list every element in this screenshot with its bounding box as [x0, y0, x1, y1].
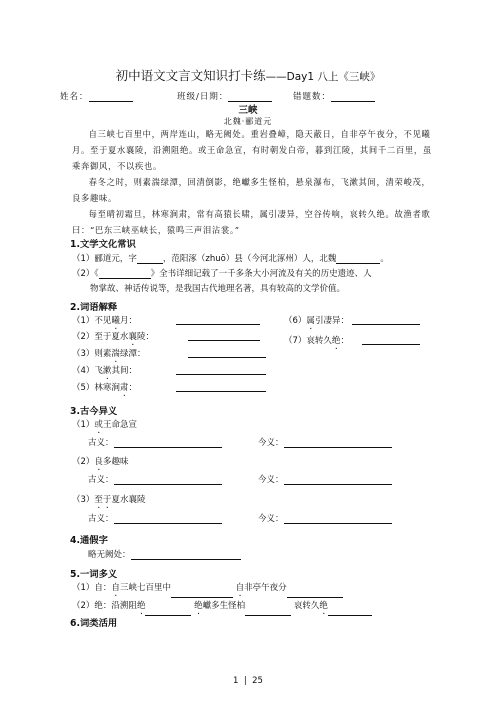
s2-item-5-key: 肃	[119, 383, 129, 393]
s2-item-7-key: 绝	[331, 336, 341, 346]
s4-item	[88, 548, 241, 560]
name-blank[interactable]	[89, 91, 133, 102]
s2-item-2-post: 陵：	[136, 332, 154, 342]
ancient-label: 古义：	[88, 475, 114, 485]
s2-item-6-post: 引凄异：	[314, 316, 349, 326]
s2-item-4-blank[interactable]	[176, 365, 266, 375]
text-title: 三峡	[238, 105, 258, 116]
s3-item-2-ancient-blank[interactable]	[114, 474, 222, 485]
s1-q2-text-b: 》全书详细记载了一千多条大小河流及有关的历史遗迹、人	[150, 269, 372, 279]
s5-r2-a-pre: 沿溯阻	[111, 601, 137, 611]
page-footer	[0, 676, 496, 686]
s2-item-5-blank[interactable]	[176, 382, 266, 392]
s2-item-3-post: 绿潭：	[119, 349, 146, 359]
s3-item-1-pre: （1）	[72, 420, 95, 430]
s3-item-3-post: 夏水襄陵	[111, 495, 146, 505]
s2-item-7	[284, 334, 349, 351]
s3-item-3-ancient-blank[interactable]	[114, 513, 222, 524]
s3-item-3-ancient	[88, 512, 222, 524]
s1-question-1	[72, 252, 389, 264]
errors-label: 错题数：	[293, 92, 332, 102]
s2-item-1-post: 月：	[119, 316, 137, 326]
s2-item-5	[72, 381, 137, 398]
s1-q1-blank-1[interactable]	[137, 253, 163, 264]
s2-item-4-post: 其间：	[111, 366, 137, 376]
s2-item-7-pre: （7）哀转久	[284, 336, 332, 346]
s2-item-1	[72, 314, 137, 331]
modern-label: 今义：	[258, 514, 284, 524]
s5-r2-a-blank[interactable]	[145, 605, 191, 616]
s2-item-2-blank[interactable]	[188, 331, 260, 341]
s3-item-2-post: 多趣味	[102, 457, 129, 467]
s2-item-3	[72, 347, 145, 364]
s5-r2-b-key: 绝	[194, 601, 203, 611]
s2-item-7-post: ：	[340, 336, 349, 346]
ancient-label: 古义：	[88, 438, 114, 448]
s3-item-1-key: 或	[94, 420, 103, 430]
s5-r1-b-post: 非亭午夜分	[244, 583, 287, 593]
s1-q1-blank-2[interactable]	[336, 253, 380, 264]
s5-r2-c-blank[interactable]	[328, 605, 372, 616]
section-3-heading: 3.古今异义	[70, 406, 118, 417]
s2-item-5-pre: （5）林寒涧	[72, 383, 120, 393]
s1-question-2-cont: 物掌故、神话传说等，是我国古代地理名著，具有较高的文学价值。	[90, 284, 346, 294]
s1-question-2	[72, 267, 372, 279]
section-2-heading: 2.词语解释	[70, 302, 118, 313]
page-separator: |	[243, 676, 247, 686]
modern-label: 今义：	[258, 475, 284, 485]
modern-label: 今义：	[258, 438, 284, 448]
s2-item-6-blank[interactable]	[352, 315, 420, 325]
s2-item-7-blank[interactable]	[362, 335, 420, 345]
s3-item-2-modern-blank[interactable]	[284, 474, 392, 485]
s2-item-6	[284, 314, 349, 331]
s3-item-2	[72, 455, 128, 472]
s3-item-3-modern	[258, 512, 392, 524]
s5-r1-a-blank[interactable]	[171, 587, 233, 598]
page-total: 25	[252, 676, 263, 686]
s2-item-6-pre: （6）	[284, 316, 307, 326]
s3-item-1-ancient	[88, 436, 222, 448]
s5-r1-b-blank[interactable]	[287, 587, 343, 598]
s3-item-1-post: 王命急宣	[102, 420, 137, 430]
s1-q1-text-b: ，范阳涿（zhuō）县（今河北涿州）人，北魏	[162, 254, 337, 264]
name-field	[60, 90, 133, 102]
section-1-heading: 1.文学文化常识	[70, 239, 136, 250]
s3-item-3	[72, 493, 145, 510]
s5-r2-c-key: 绝	[319, 601, 328, 611]
title-sub: ——Day1 八上《三峡》	[265, 71, 381, 83]
s5-r2-label: （2）绝：	[72, 601, 112, 611]
text-author: 北魏·郦道元	[223, 117, 273, 126]
paragraph-3: 每至晴初霜旦，林寒涧肃，常有高猿长啸，属引凄异，空谷传响，哀转久绝。故渔者歌曰：“巴东三峡巫峡长，猿鸣三声泪沾裳。”	[72, 209, 431, 235]
name-label: 姓名：	[60, 92, 89, 102]
s5-r2-b-post: 巘多生怪柏	[202, 601, 246, 611]
class-date-field	[177, 90, 272, 102]
worksheet-title	[0, 66, 496, 84]
s5-r1-label: （1）自：	[72, 583, 112, 593]
s3-item-1-modern	[258, 436, 392, 448]
s3-item-1-modern-blank[interactable]	[284, 437, 392, 448]
s2-item-3-pre: （3）则素	[72, 349, 112, 359]
s1-q1-text-a: （1）郦道元，字	[72, 254, 137, 264]
s2-item-1-blank[interactable]	[176, 315, 260, 325]
s3-item-3-key: 至于	[94, 495, 112, 505]
s2-item-2	[72, 330, 154, 347]
s2-item-1-pre: （1）不见	[72, 316, 112, 326]
s5-r2-b-blank[interactable]	[245, 605, 291, 616]
s3-item-2-ancient	[88, 473, 222, 485]
s3-item-2-key: 良	[94, 457, 103, 467]
s2-item-2-pre: （2）至于夏水	[72, 332, 129, 342]
s1-q2-blank[interactable]	[99, 268, 151, 279]
s3-item-3-pre: （3）	[72, 495, 95, 505]
section-5-heading: 5.一词多义	[70, 569, 118, 580]
s3-item-1	[72, 418, 137, 435]
s2-item-4-key: 漱	[102, 366, 112, 376]
s1-q2-text-a: （2）《	[72, 269, 99, 279]
s5-r2-a-key: 绝	[136, 601, 146, 611]
paragraph-1: 自三峡七百里中，两岸连山，略无阙处。重岩叠嶂，隐天蔽日，自非亭午夜分，不见曦月。至于夏水襄陵，沿溯阻绝。或王命急宣，有时朝发白帝，暮到江陵，其间千二百里，虽乘奔御风，不以疾也。	[72, 129, 432, 171]
s5-row-2	[72, 599, 372, 616]
errors-field	[293, 90, 375, 102]
s3-item-1-ancient-blank[interactable]	[114, 437, 222, 448]
s3-item-2-pre: （2）	[72, 457, 95, 467]
s2-item-2-key: 襄	[128, 332, 137, 342]
s2-item-1-key: 曦	[111, 316, 120, 326]
s5-r1-a-post: 三峡七百里中	[119, 583, 171, 593]
s4-item-label: 略无阙处：	[88, 550, 131, 560]
s5-r1-a-key: 自	[111, 583, 120, 593]
s1-q1-text-c: 。	[380, 254, 389, 264]
class-blank[interactable]	[228, 91, 272, 102]
ancient-label: 古义：	[88, 514, 114, 524]
s5-r2-c-pre: 哀转久	[293, 601, 320, 611]
page-number: 1	[233, 676, 239, 686]
section-6-heading: 6.词类活用	[70, 618, 118, 629]
paragraph-2: 春冬之时，则素湍绿潭，回清倒影，绝巘多生怪柏，悬泉瀑布，飞漱其间，清荣峻茂，良多趣味。	[72, 177, 431, 203]
s5-row-1	[72, 581, 343, 598]
s2-item-3-key: 湍	[111, 349, 120, 359]
s3-item-3-modern-blank[interactable]	[284, 513, 392, 524]
section-4-heading: 4.通假字	[70, 535, 108, 546]
errors-blank[interactable]	[331, 91, 375, 102]
s2-item-4-pre: （4）飞	[72, 366, 103, 376]
s2-item-5-post: ：	[128, 383, 137, 393]
title-main: 初中语文文言文知识打卡练	[115, 68, 266, 83]
s2-item-3-blank[interactable]	[188, 348, 266, 358]
class-label: 班级/日期：	[177, 92, 229, 102]
s2-item-4	[72, 364, 137, 381]
s2-item-6-key: 属	[306, 316, 315, 326]
s4-item-blank[interactable]	[131, 549, 241, 560]
s5-r1-b-key: 自	[235, 583, 245, 593]
s3-item-2-modern	[258, 473, 392, 485]
